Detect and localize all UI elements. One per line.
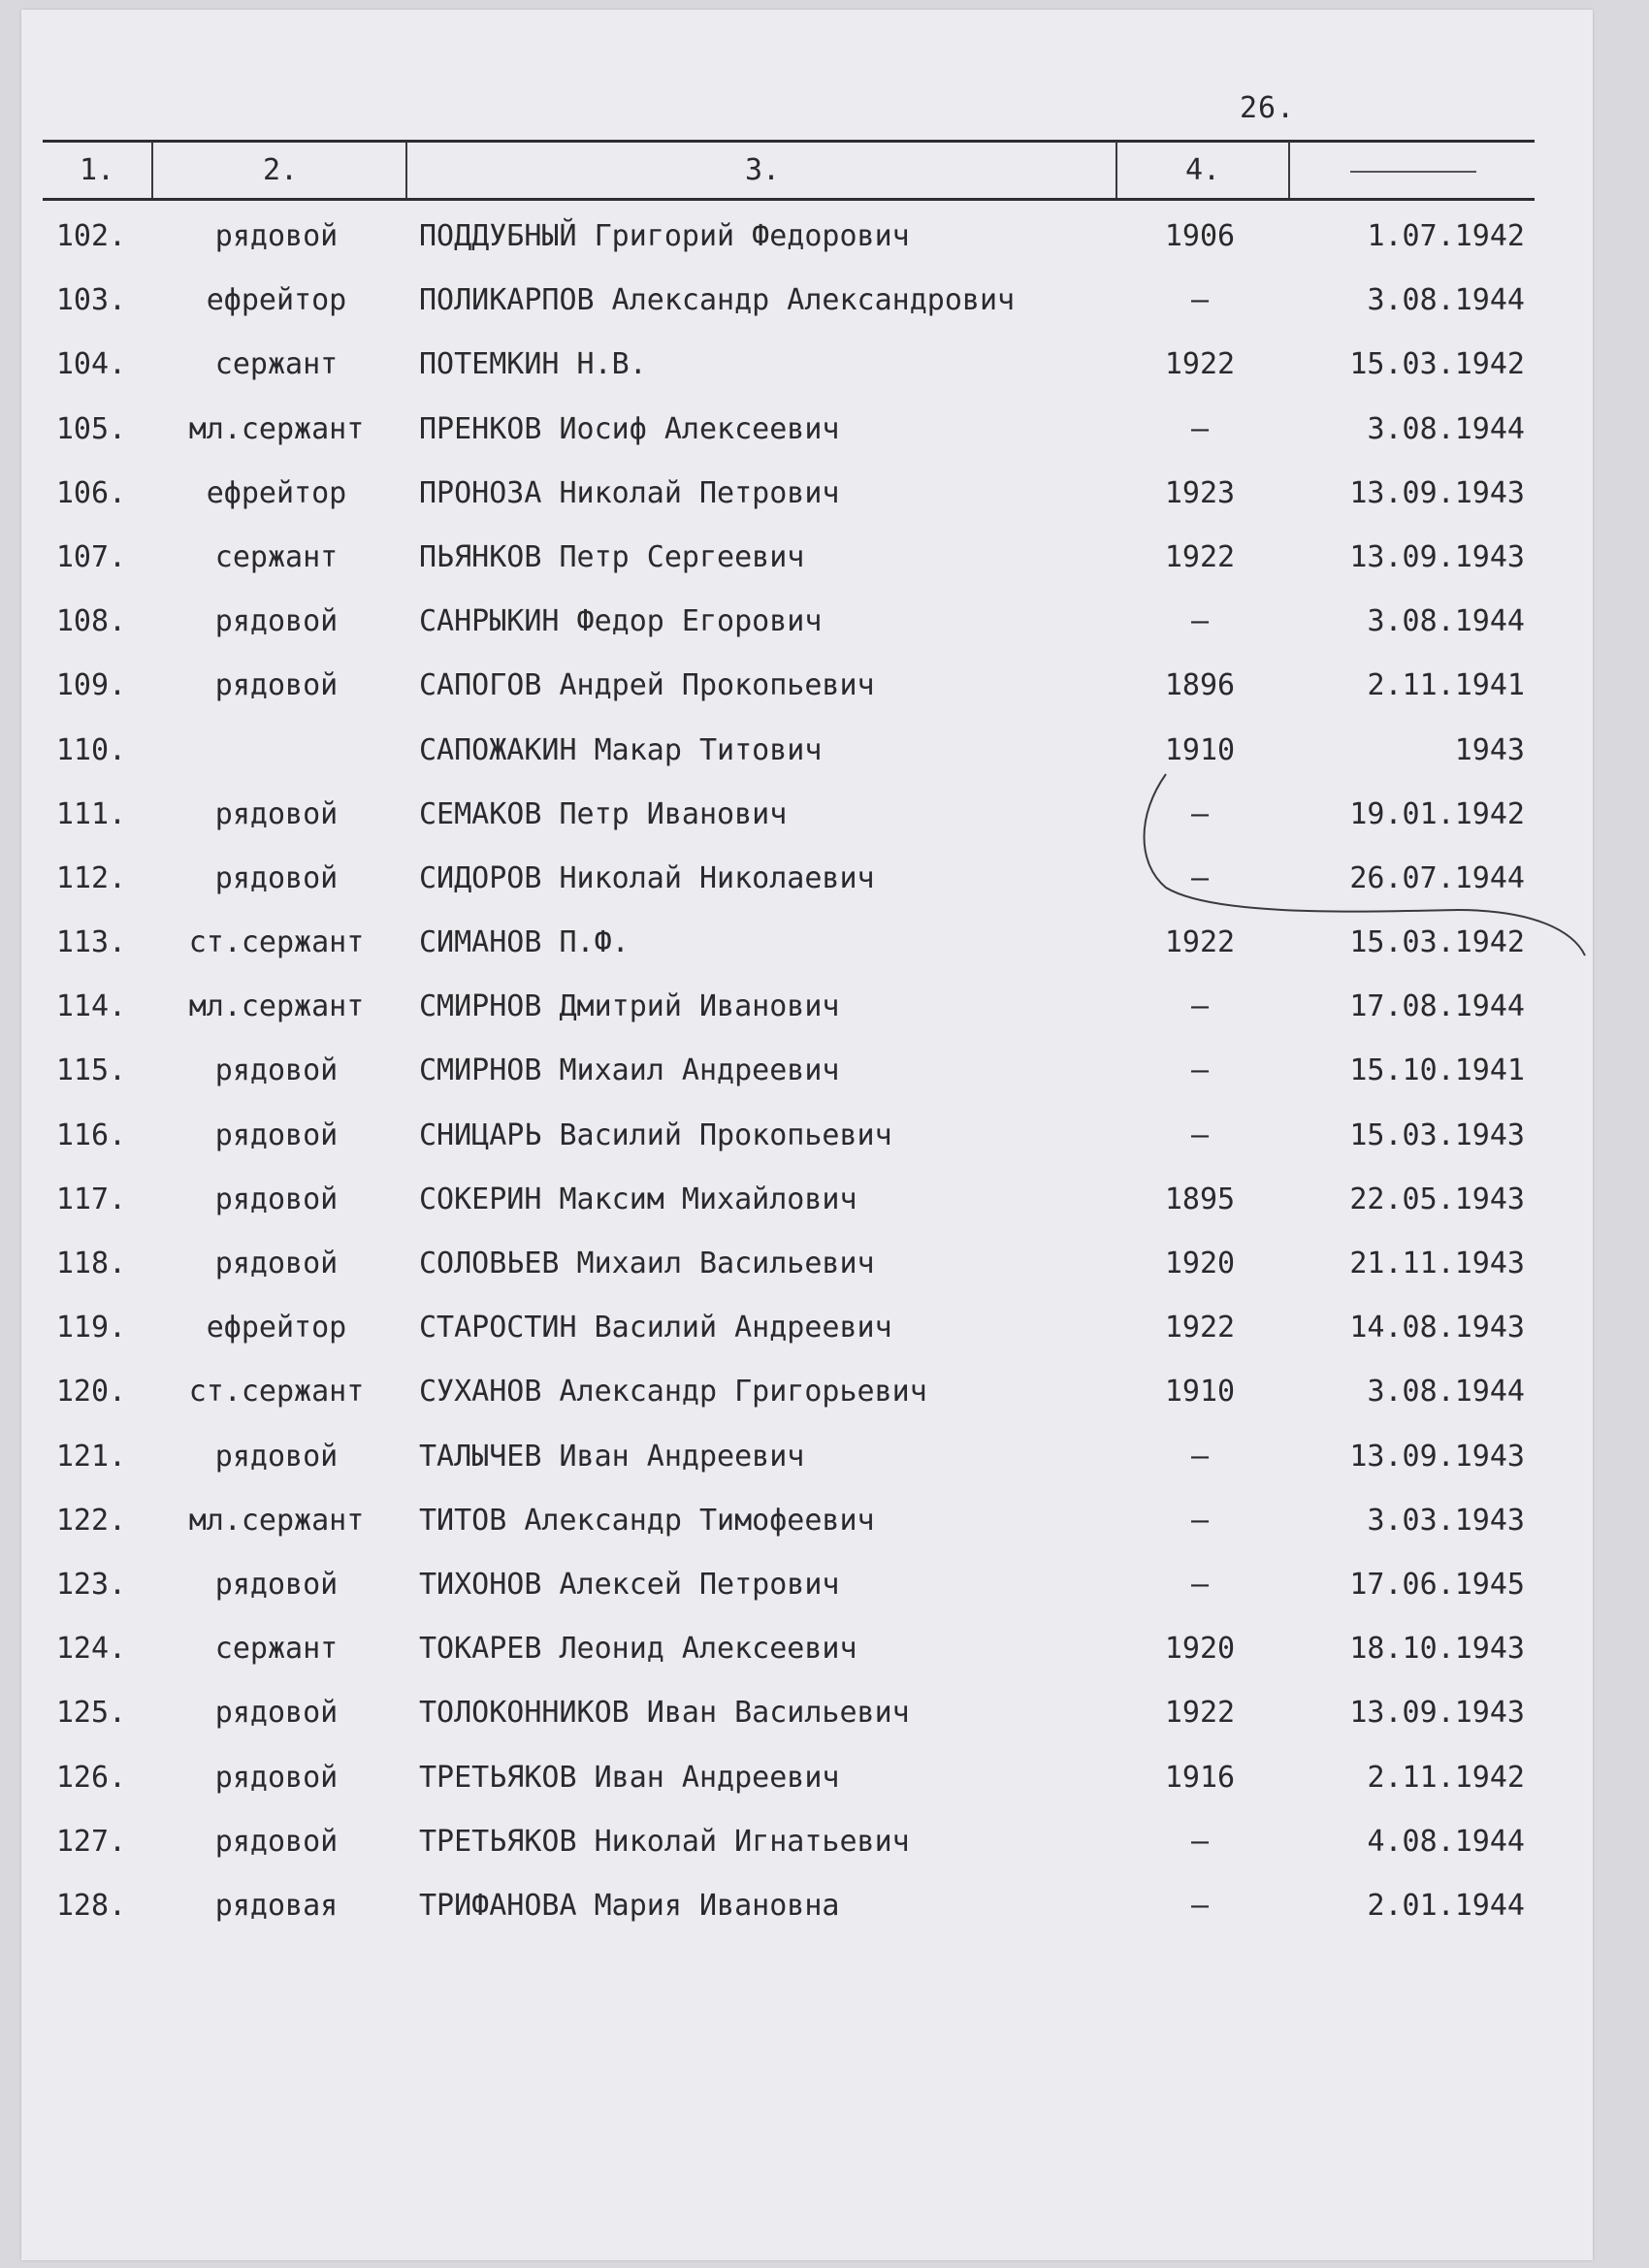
row-name: ПОДДУБНЫЙ Григорий Федорович (419, 219, 910, 253)
table-row (21, 1496, 1593, 1560)
row-birth-year: – (1190, 1118, 1210, 1152)
row-rank: сержант (214, 539, 339, 574)
row-name: ТАЛЫЧЕВ Иван Андреевич (419, 1439, 805, 1474)
row-rank: ст.сержант (188, 925, 365, 960)
header-col-5-dash (1350, 171, 1476, 173)
row-rank: мл.сержант (188, 989, 365, 1024)
row-name: СОЛОВЬЕВ Михаил Васильевич (419, 1247, 875, 1280)
row-rank: рядовой (214, 1247, 339, 1280)
row-birth-year: – (1190, 1503, 1210, 1538)
row-number: 112. (55, 860, 127, 895)
row-birth-year: – (1190, 860, 1210, 895)
header-rule-top (43, 140, 1535, 143)
row-name: ПЬЯНКОВ Петр Сергеевич (419, 539, 805, 574)
row-rank: рядовой (214, 1824, 339, 1859)
row-rank: рядовой (214, 1696, 339, 1731)
table-row (21, 918, 1593, 982)
row-date: 26.07.1944 (1349, 860, 1525, 895)
row-birth-year: – (1190, 1824, 1210, 1859)
row-number: 103. (55, 283, 127, 318)
row-date: 13.09.1943 (1349, 475, 1525, 510)
row-date: 14.08.1943 (1349, 1311, 1525, 1345)
row-date: 18.10.1943 (1349, 1632, 1525, 1667)
row-name: СИМАНОВ П.Ф. (419, 925, 630, 960)
row-number: 122. (55, 1503, 127, 1538)
row-birth-year: 1922 (1164, 539, 1236, 574)
row-number: 106. (55, 475, 127, 510)
table-row (21, 211, 1593, 275)
table-row (21, 1817, 1593, 1881)
row-name: СМИРНОВ Дмитрий Иванович (419, 989, 840, 1024)
row-rank: рядовой (214, 1439, 339, 1474)
row-birth-year: 1916 (1164, 1760, 1236, 1795)
row-date: 3.08.1944 (1367, 1375, 1525, 1409)
row-number: 113. (55, 925, 127, 960)
row-number: 123. (55, 1567, 127, 1602)
row-number: 125. (55, 1696, 127, 1731)
row-number: 110. (55, 732, 127, 767)
row-number: 121. (55, 1439, 127, 1474)
row-date: 3.08.1944 (1367, 411, 1525, 446)
row-date: 17.08.1944 (1349, 989, 1525, 1024)
row-birth-year: – (1190, 1053, 1210, 1088)
row-birth-year: 1906 (1164, 219, 1236, 253)
row-name: ТОКАРЕВ Леонид Алексеевич (419, 1632, 857, 1667)
row-birth-year: 1923 (1164, 475, 1236, 510)
row-number: 128. (55, 1888, 127, 1923)
row-number: 126. (55, 1760, 127, 1795)
row-date: 17.06.1945 (1349, 1567, 1525, 1602)
row-name: САПОЖАКИН Макар Титович (419, 732, 823, 767)
row-birth-year: 1922 (1164, 925, 1236, 960)
table-row (21, 1303, 1593, 1367)
row-name: ТРЕТЬЯКОВ Иван Андреевич (419, 1760, 840, 1795)
table-row (21, 726, 1593, 790)
row-rank: мл.сержант (188, 411, 365, 446)
row-name: ТИТОВ Александр Тимофеевич (419, 1503, 875, 1538)
row-name: СМИРНОВ Михаил Андреевич (419, 1053, 840, 1088)
row-date: 1943 (1454, 732, 1525, 767)
row-date: 13.09.1943 (1349, 539, 1525, 574)
row-rank: рядовой (214, 668, 339, 703)
row-number: 115. (55, 1053, 127, 1088)
row-date: 1.07.1942 (1367, 219, 1525, 253)
table-row (21, 1560, 1593, 1624)
row-date: 19.01.1942 (1349, 796, 1525, 831)
row-birth-year: – (1190, 604, 1210, 639)
document-page (21, 10, 1593, 2260)
row-birth-year: 1922 (1164, 347, 1236, 382)
table-row (21, 854, 1593, 918)
table-row (21, 982, 1593, 1046)
row-date: 2.01.1944 (1367, 1888, 1525, 1923)
row-rank: сержант (214, 1632, 339, 1667)
row-birth-year: 1922 (1164, 1696, 1236, 1731)
row-name: СТАРОСТИН Василий Андреевич (419, 1311, 892, 1345)
row-rank: рядовая (214, 1888, 339, 1923)
row-birth-year: – (1190, 283, 1210, 318)
row-number: 120. (55, 1375, 127, 1409)
row-name: СОКЕРИН Максим Михайлович (419, 1182, 857, 1216)
table-row (21, 275, 1593, 340)
table-row (21, 1367, 1593, 1431)
row-birth-year: 1910 (1164, 732, 1236, 767)
row-number: 108. (55, 604, 127, 639)
row-birth-year: 1896 (1164, 668, 1236, 703)
row-rank: рядовой (214, 860, 339, 895)
row-date: 2.11.1941 (1367, 668, 1525, 703)
row-birth-year: – (1190, 989, 1210, 1024)
row-rank: рядовой (214, 796, 339, 831)
row-birth-year: 1922 (1164, 1311, 1236, 1345)
row-birth-year: – (1190, 1439, 1210, 1474)
row-name: САПОГОВ Андрей Прокопьевич (419, 668, 875, 703)
row-date: 4.08.1944 (1367, 1824, 1525, 1859)
row-date: 3.08.1944 (1367, 283, 1525, 318)
row-name: ТИХОНОВ Алексей Петрович (419, 1567, 840, 1602)
table-row (21, 405, 1593, 469)
table-row (21, 340, 1593, 404)
header-col-1: 1. (79, 153, 115, 187)
row-date: 15.03.1942 (1349, 347, 1525, 382)
row-number: 102. (55, 219, 127, 253)
table-row (21, 1111, 1593, 1175)
table-row (21, 1753, 1593, 1817)
row-name: ПОЛИКАРПОВ Александр Александрович (419, 283, 1016, 318)
row-number: 117. (55, 1182, 127, 1216)
row-name: СНИЦАРЬ Василий Прокопьевич (419, 1118, 892, 1152)
row-date: 15.03.1942 (1349, 925, 1525, 960)
row-birth-year: 1920 (1164, 1632, 1236, 1667)
row-rank: мл.сержант (188, 1503, 365, 1538)
row-name: ПОТЕМКИН Н.В. (419, 347, 647, 382)
row-date: 13.09.1943 (1349, 1696, 1525, 1731)
row-number: 124. (55, 1632, 127, 1667)
row-number: 105. (55, 411, 127, 446)
row-birth-year: – (1190, 796, 1210, 831)
table-body (21, 211, 1593, 1945)
table-row (21, 1432, 1593, 1496)
row-rank: ст.сержант (188, 1375, 365, 1409)
header-col-4: 4. (1184, 153, 1221, 187)
table-row (21, 1881, 1593, 1945)
row-name: ПРОНОЗА Николай Петрович (419, 475, 840, 510)
row-number: 111. (55, 796, 127, 831)
row-rank: ефрейтор (206, 475, 347, 510)
row-date: 15.03.1943 (1349, 1118, 1525, 1152)
row-name: САНРЫКИН Федор Егорович (419, 604, 823, 639)
row-name: ТРЕТЬЯКОВ Николай Игнатьевич (419, 1824, 910, 1859)
row-rank: рядовой (214, 219, 339, 253)
header-separator (1288, 142, 1290, 200)
table-row (21, 1175, 1593, 1239)
row-date: 22.05.1943 (1349, 1182, 1525, 1216)
row-rank: ефрейтор (206, 1311, 347, 1345)
row-rank: сержант (214, 347, 339, 382)
row-number: 118. (55, 1247, 127, 1280)
row-birth-year: 1895 (1164, 1182, 1236, 1216)
row-name: ТОЛОКОННИКОВ Иван Васильевич (419, 1696, 910, 1731)
table-row (21, 790, 1593, 854)
header-rule-bottom (43, 198, 1535, 201)
row-number: 109. (55, 668, 127, 703)
table-row (21, 597, 1593, 661)
row-rank: рядовой (214, 604, 339, 639)
row-number: 127. (55, 1824, 127, 1859)
row-number: 116. (55, 1118, 127, 1152)
row-name: СЕМАКОВ Петр Иванович (419, 796, 788, 831)
row-birth-year: – (1190, 1567, 1210, 1602)
row-number: 114. (55, 989, 127, 1024)
row-date: 3.08.1944 (1367, 604, 1525, 639)
row-date: 2.11.1942 (1367, 1760, 1525, 1795)
table-row (21, 1239, 1593, 1303)
row-birth-year: – (1190, 1888, 1210, 1923)
row-rank: рядовой (214, 1567, 339, 1602)
row-rank: ефрейтор (206, 283, 347, 318)
row-date: 13.09.1943 (1349, 1439, 1525, 1474)
table-row (21, 1046, 1593, 1110)
row-number: 119. (55, 1311, 127, 1345)
row-date: 15.10.1941 (1349, 1053, 1525, 1088)
row-date: 21.11.1943 (1349, 1247, 1525, 1280)
header-col-2: 2. (262, 153, 299, 187)
table-row (21, 661, 1593, 725)
row-name: ТРИФАНОВА Мария Ивановна (419, 1888, 840, 1923)
row-rank: рядовой (214, 1760, 339, 1795)
row-rank: рядовой (214, 1182, 339, 1216)
page-number: 26. (1240, 91, 1296, 125)
row-name: ПРЕНКОВ Иосиф Алексеевич (419, 411, 840, 446)
row-rank: рядовой (214, 1118, 339, 1152)
row-rank: рядовой (214, 1053, 339, 1088)
table-row (21, 533, 1593, 597)
row-number: 107. (55, 539, 127, 574)
row-name: СИДОРОВ Николай Николаевич (419, 860, 875, 895)
row-number: 104. (55, 347, 127, 382)
row-birth-year: 1910 (1164, 1375, 1236, 1409)
row-name: СУХАНОВ Александр Григорьевич (419, 1375, 927, 1409)
header-col-3: 3. (744, 153, 781, 187)
row-birth-year: – (1190, 411, 1210, 446)
table-row (21, 469, 1593, 533)
row-date: 3.03.1943 (1367, 1503, 1525, 1538)
table-row (21, 1688, 1593, 1752)
table-row (21, 1624, 1593, 1688)
row-birth-year: 1920 (1164, 1247, 1236, 1280)
